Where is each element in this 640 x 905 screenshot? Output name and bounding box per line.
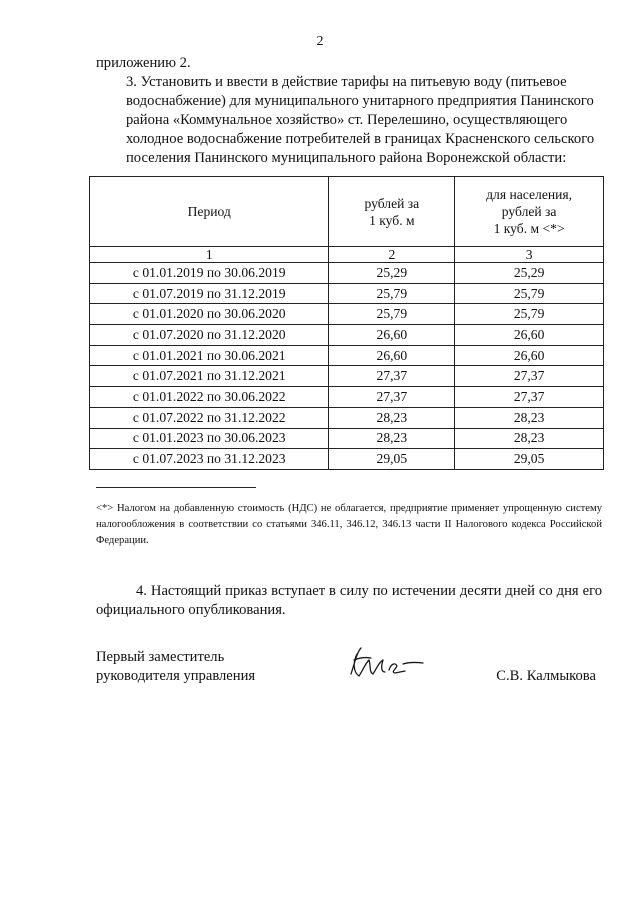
cell-rub: 25,79 xyxy=(329,304,455,325)
page-number: 2 xyxy=(316,34,324,49)
tariff-table xyxy=(89,176,604,470)
column-number-row xyxy=(90,247,604,263)
cell-period: с 01.07.2019 по 31.12.2019 xyxy=(90,283,329,304)
table-row xyxy=(90,304,604,325)
cell-period: с 01.07.2023 по 31.12.2023 xyxy=(90,449,329,470)
cell-population: 27,37 xyxy=(455,387,604,408)
header-pop-line: 1 куб. м <*> xyxy=(493,221,565,236)
table-row xyxy=(90,428,604,449)
header-pop-line: для населения, xyxy=(486,187,573,202)
header-population xyxy=(455,177,604,247)
header-pop-line: рублей за xyxy=(501,204,557,219)
cell-population: 25,79 xyxy=(455,283,604,304)
table-row xyxy=(90,263,604,284)
item-3-line: района «Коммунальное хозяйство» ст. Перелешино, осуществляющего xyxy=(126,112,568,128)
intro-continuation: приложению 2. xyxy=(96,55,191,71)
column-number: 1 xyxy=(90,247,329,263)
item-3-line: поселения Панинского муниципального района Воронежской области: xyxy=(126,150,567,166)
signatory-name: С.В. Калмыкова xyxy=(496,668,596,684)
header-period: Период xyxy=(90,177,329,247)
cell-rub: 26,60 xyxy=(329,345,455,366)
cell-period: с 01.07.2021 по 31.12.2021 xyxy=(90,366,329,387)
footnote-divider xyxy=(96,487,256,488)
header-rub xyxy=(329,177,455,247)
handwritten-signature xyxy=(345,644,425,684)
item-3-paragraph xyxy=(96,73,602,168)
footnote: <*> Налогом на добавленную стоимость (НДС) не облагается, предприятие применяет упрощенную систему налогообложения в соответствии со статьями 346.11, 346.12, 346.13 части II Налогового кодекса Российской Федерации. xyxy=(96,503,602,546)
cell-period: с 01.01.2020 по 30.06.2020 xyxy=(90,304,329,325)
cell-population: 27,37 xyxy=(455,366,604,387)
header-rub-line: 1 куб. м xyxy=(369,212,415,228)
item-3-line: 3. Установить и ввести в действие тарифы на питьевую воду (питьевое xyxy=(126,74,567,90)
table-row xyxy=(90,345,604,366)
cell-population: 29,05 xyxy=(455,449,604,470)
table-row xyxy=(90,283,604,304)
item-3-line: водоснабжение) для муниципального унитарного предприятия Панинского xyxy=(126,93,594,109)
cell-population: 26,60 xyxy=(455,345,604,366)
item-4-paragraph: 4. Настоящий приказ вступает в силу по истечении десяти дней со дня его официального опубликования. xyxy=(96,583,602,618)
header-rub-line: рублей за xyxy=(364,195,420,211)
cell-population: 28,23 xyxy=(455,428,604,449)
tariff-table-body xyxy=(90,263,604,470)
table-row xyxy=(90,366,604,387)
cell-rub: 25,29 xyxy=(329,263,455,284)
cell-rub: 28,23 xyxy=(329,407,455,428)
cell-period: с 01.01.2021 по 30.06.2021 xyxy=(90,345,329,366)
cell-population: 26,60 xyxy=(455,325,604,346)
cell-population: 25,79 xyxy=(455,304,604,325)
cell-period: с 01.01.2023 по 30.06.2023 xyxy=(90,428,329,449)
cell-rub: 26,60 xyxy=(329,325,455,346)
intro-text xyxy=(96,54,602,168)
table-row xyxy=(90,387,604,408)
cell-period: с 01.07.2020 по 31.12.2020 xyxy=(90,325,329,346)
table-row xyxy=(90,407,604,428)
cell-period: с 01.01.2019 по 30.06.2019 xyxy=(90,263,329,284)
table-row xyxy=(90,325,604,346)
cell-rub: 27,37 xyxy=(329,366,455,387)
table-row xyxy=(90,449,604,470)
signatory-title-line: Первый заместитель xyxy=(96,649,225,665)
cell-rub: 28,23 xyxy=(329,428,455,449)
cell-rub: 29,05 xyxy=(329,449,455,470)
column-number: 2 xyxy=(329,247,455,263)
cell-rub: 25,79 xyxy=(329,283,455,304)
column-number: 3 xyxy=(455,247,604,263)
item-3-line: холодное водоснабжение потребителей в границах Красненского сельского xyxy=(126,131,595,147)
cell-population: 25,29 xyxy=(455,263,604,284)
cell-period: с 01.07.2022 по 31.12.2022 xyxy=(90,407,329,428)
cell-population: 28,23 xyxy=(455,407,604,428)
signatory-title xyxy=(96,648,255,686)
signatory-title-line: руководителя управления xyxy=(96,668,256,684)
cell-period: с 01.01.2022 по 30.06.2022 xyxy=(90,387,329,408)
table-header-row xyxy=(90,177,604,247)
cell-rub: 27,37 xyxy=(329,387,455,408)
